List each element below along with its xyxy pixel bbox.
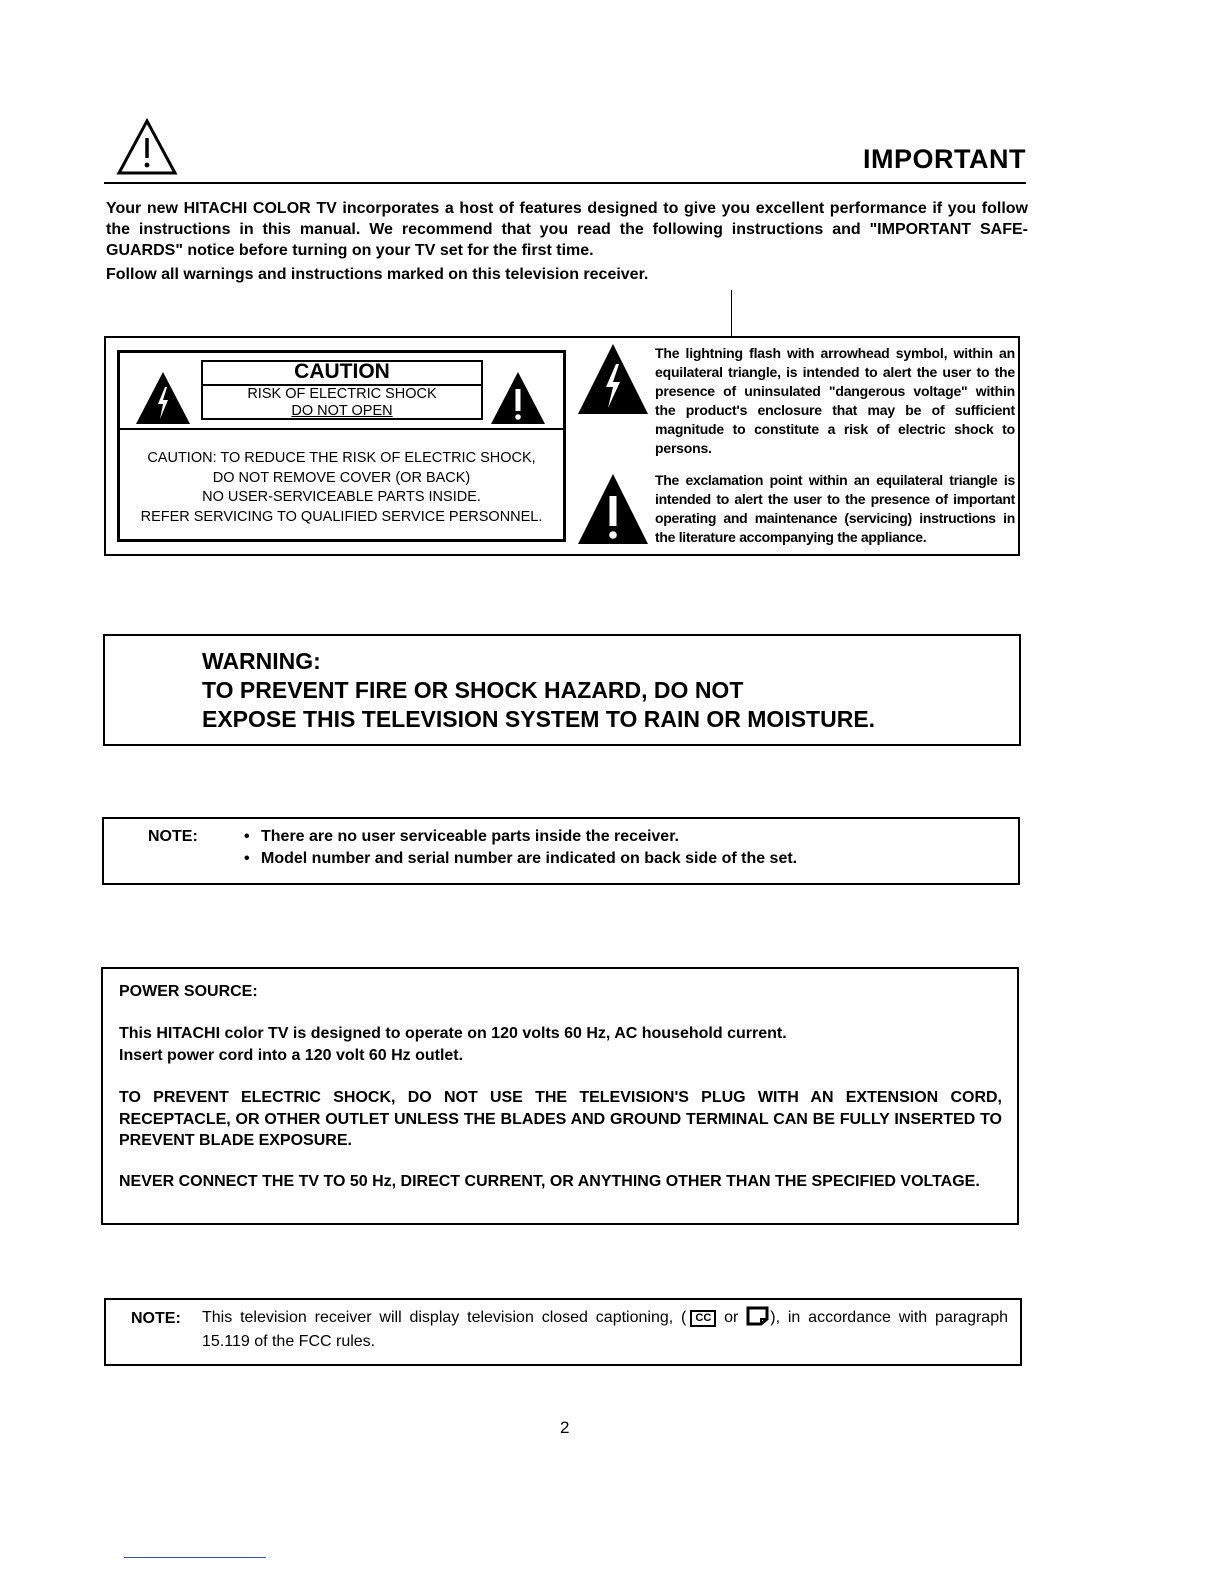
power-extension-warning: TO PREVENT ELECTRIC SHOCK, DO NOT USE THE TELEVISION'S PLUG WITH AN EXTENSION CORD, RECEPTACLE, OR OTHER OUTLET UNLESS THE BLADES AND GROUND TERMINAL CAN BE FULLY INSERTED TO PREVENT BLADE EXPOSURE.	[119, 1089, 1002, 1149]
list-item	[244, 848, 797, 870]
list-item	[244, 826, 797, 848]
power-source-title: POWER SOURCE:	[119, 983, 258, 1000]
caution-body-line: REFER SERVICING TO QUALIFIED SERVICE PERSONNEL.	[140, 508, 543, 525]
note-list	[244, 826, 797, 870]
exclamation-symbol-explanation: The exclamation point within an equilateral triangle is intended to alert the user to the presence of important operating and maintenance (servicing) instructions in the literature accompanying the appliance.	[655, 472, 1015, 545]
scan-mark-line	[731, 290, 732, 338]
header-rule	[104, 182, 1026, 184]
caution-body-text	[117, 449, 566, 527]
power-voltage-warning: NEVER CONNECT THE TV TO 50 Hz, DIRECT CURRENT, OR ANYTHING OTHER THAN THE SPECIFIED VOLTAGE.	[119, 1173, 980, 1190]
lightning-triangle-icon	[135, 370, 191, 425]
caption-tv-icon	[746, 1306, 770, 1326]
caution-do-not-open-span: DO NOT OPEN	[291, 403, 393, 419]
note-item-text: There are no user serviceable parts inside the receiver.	[261, 828, 679, 845]
caution-body-line: DO NOT REMOVE COVER (OR BACK)	[212, 469, 471, 486]
exclamation-triangle-icon	[577, 472, 649, 546]
note-text-part: ), in accordance with paragraph 15.119 of the FCC rules.	[202, 1309, 1009, 1350]
note-label: NOTE:	[148, 828, 198, 845]
warning-text	[202, 647, 875, 734]
power-line: Insert power cord into a 120 volt 60 Hz outlet.	[119, 1046, 464, 1064]
intro-follow-instructions: Follow all warnings and instructions marked on this television receiver.	[106, 266, 649, 283]
intro-paragraph: Your new HITACHI COLOR TV incorporates a host of features designed to give you excellent performance if you follow the instructions in this manual. We recommend that you read the following instructions and "IMPORTANT SAFE-GUARDS" notice before turning on your TV set for the first time.	[106, 200, 1028, 259]
closed-caption-note-text	[202, 1306, 1008, 1354]
caution-risk-text: RISK OF ELECTRIC SHOCK	[247, 386, 437, 402]
lightning-triangle-icon	[577, 342, 649, 416]
caution-body-line: NO USER-SERVICEABLE PARTS INSIDE.	[202, 489, 481, 505]
note-item-text: Model number and serial number are indicated on back side of the set.	[261, 850, 798, 867]
power-line: This HITACHI color TV is designed to operate on 120 volts 60 Hz, AC household current.	[119, 1025, 787, 1042]
note-text-part: or	[724, 1309, 739, 1326]
warning-line: TO PREVENT FIRE OR SHOCK HAZARD, DO NOT	[202, 677, 744, 703]
note-label: NOTE:	[131, 1310, 181, 1327]
power-paragraph	[119, 1023, 1002, 1066]
warning-heading: WARNING:	[202, 648, 321, 674]
caution-do-not-open-text	[201, 403, 483, 420]
exclamation-triangle-outline-icon	[116, 118, 178, 176]
lightning-symbol-explanation: The lightning flash with arrowhead symbol, within an equilateral triangle, is intended to alert the user to the presence of uninsulated "dangerous voltage" within the product's enclosure that may be of sufficient magnitude to constitute a risk of electric shock to persons.	[655, 345, 1015, 456]
page-number: 2	[560, 1418, 570, 1437]
footer-rule	[124, 1557, 266, 1558]
warning-line: EXPOSE THIS TELEVISION SYSTEM TO RAIN OR MOISTURE.	[202, 706, 876, 732]
note-text-part: This television receiver will display television closed captioning, (	[202, 1309, 687, 1326]
caution-body-line: CAUTION: TO REDUCE THE RISK OF ELECTRIC SHOCK,	[147, 450, 536, 466]
caution-title: CAUTION	[294, 360, 390, 383]
intro-section	[106, 198, 1028, 288]
exclamation-triangle-icon	[490, 370, 546, 425]
caution-label-divider	[117, 428, 566, 430]
closed-caption-icon: CC	[690, 1310, 716, 1327]
page-title: IMPORTANT	[863, 144, 1026, 174]
